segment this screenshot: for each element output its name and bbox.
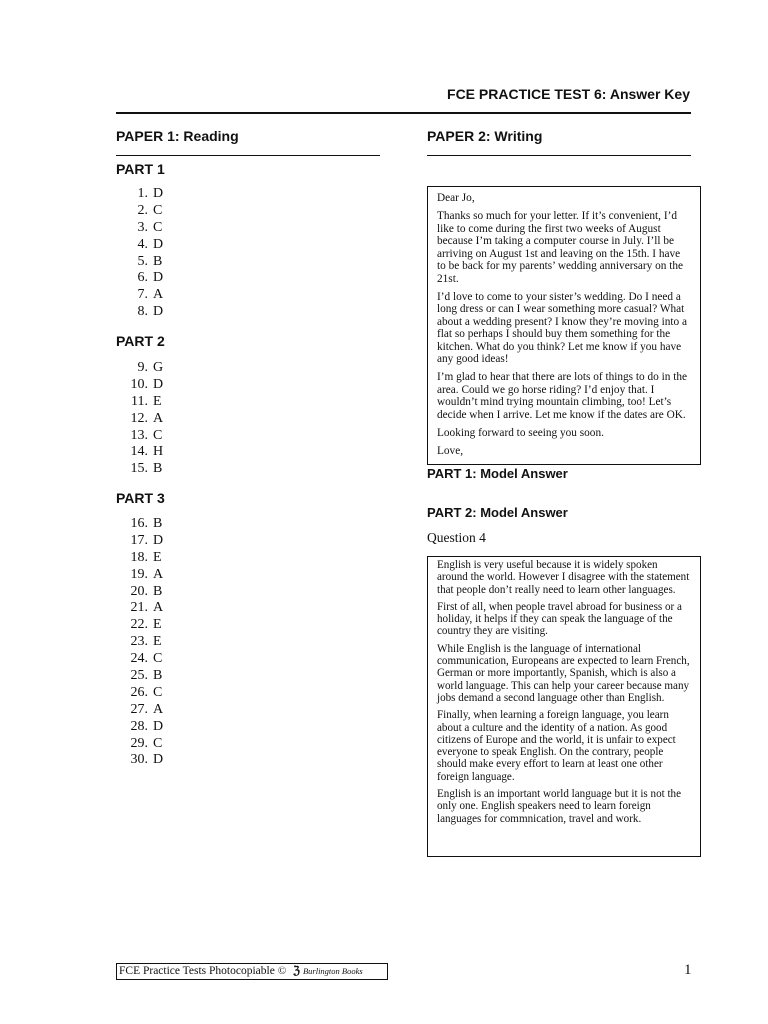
answer-item bbox=[116, 203, 163, 220]
answer-number: 15. bbox=[130, 461, 148, 477]
answer-item bbox=[116, 651, 163, 668]
answer-number: 5. bbox=[137, 253, 148, 269]
answer-item bbox=[116, 444, 163, 461]
answer-letter: D bbox=[153, 752, 164, 768]
answer-number: 23. bbox=[130, 634, 148, 650]
answer-letter: A bbox=[153, 410, 164, 426]
answer-letter: C bbox=[153, 735, 163, 751]
answer-letter: C bbox=[153, 651, 163, 667]
answer-letter: A bbox=[153, 566, 164, 582]
part2-model-answer-heading: PART 2: Model Answer bbox=[427, 505, 568, 520]
answer-number: 3. bbox=[137, 219, 148, 235]
answer-item bbox=[116, 186, 163, 203]
answer-number: 28. bbox=[130, 718, 148, 734]
answer-item bbox=[116, 287, 163, 304]
answer-letter: B bbox=[153, 253, 163, 269]
answer-number: 25. bbox=[130, 668, 148, 684]
answer-letter: D bbox=[153, 304, 164, 320]
answer-item bbox=[116, 567, 163, 584]
answer-number: 26. bbox=[130, 684, 148, 700]
answer-letter: C bbox=[153, 684, 163, 700]
part1-heading: PART 1 bbox=[116, 161, 165, 177]
answer-letter: B bbox=[153, 583, 163, 599]
essay-paragraph: While English is the language of international communication, Europeans are expected to learn French, German or more importantly, Spanish, which is also a world language. This can help your career because many jobs demand a second language other than English. bbox=[437, 642, 690, 704]
letter-paragraph: Love, bbox=[437, 444, 464, 457]
answer-item bbox=[116, 533, 163, 550]
essay-paragraph: English is very useful because it is widely spoken around the world. However I disagree with the statement that people don’t really need to learn other languages. bbox=[437, 559, 690, 596]
model-essay-box bbox=[427, 556, 701, 857]
part1-model-answer-heading: PART 1: Model Answer bbox=[427, 466, 568, 481]
answer-item bbox=[116, 270, 163, 287]
model-letter-box bbox=[427, 186, 701, 465]
copyright-icon: © bbox=[277, 965, 287, 977]
answer-item bbox=[116, 254, 163, 271]
answer-letter: C bbox=[153, 219, 163, 235]
part2-answer-list bbox=[116, 360, 163, 478]
answer-item bbox=[116, 394, 163, 411]
answer-letter: E bbox=[153, 634, 162, 650]
answer-item bbox=[116, 736, 163, 753]
letter-paragraph: Looking forward to seeing you soon. bbox=[437, 426, 604, 439]
paper2-divider bbox=[427, 155, 691, 156]
answer-number: 8. bbox=[137, 304, 148, 320]
essay-paragraph: Finally, when learning a foreign language, you learn about a culture and the identity of a nation. As good citizens of Europe and the world, it is unfair to expect everyone to speak English. On the contrary, people should make every effort to learn at least one other foreign language. bbox=[437, 709, 676, 783]
answer-letter: E bbox=[153, 393, 162, 409]
answer-number: 10. bbox=[130, 376, 148, 392]
footer-copyright-box bbox=[116, 963, 388, 980]
answer-letter: B bbox=[153, 461, 163, 477]
answer-letter: D bbox=[153, 270, 164, 286]
answer-item bbox=[116, 719, 163, 736]
paper1-divider bbox=[116, 155, 380, 156]
answer-letter: E bbox=[153, 549, 162, 565]
answer-number: 27. bbox=[130, 701, 148, 717]
answer-letter: E bbox=[153, 617, 162, 633]
publisher-logo bbox=[289, 964, 363, 979]
answer-item bbox=[116, 668, 163, 685]
essay-paragraph: First of all, when people travel abroad for business or a holiday, it helps if they can speak the language of the country they are visiting. bbox=[437, 600, 682, 638]
answer-letter: A bbox=[153, 287, 164, 303]
answer-letter: B bbox=[153, 668, 163, 684]
page-header-title: FCE PRACTICE TEST 6: Answer Key bbox=[447, 86, 690, 102]
answer-item bbox=[116, 220, 163, 237]
paper2-title: PAPER 2: Writing bbox=[427, 128, 543, 144]
answer-item bbox=[116, 617, 163, 634]
answer-number: 16. bbox=[130, 516, 148, 531]
answer-number: 12. bbox=[130, 410, 148, 426]
answer-item bbox=[116, 237, 163, 254]
answer-letter: D bbox=[153, 186, 164, 201]
answer-letter: B bbox=[153, 516, 163, 531]
answer-letter: D bbox=[153, 376, 164, 392]
letter-paragraph: Dear Jo, bbox=[437, 192, 475, 204]
answer-item bbox=[116, 550, 163, 567]
publisher-name: Burlington Books bbox=[302, 966, 363, 976]
footer-text: FCE Practice Tests Photocopiable bbox=[119, 965, 275, 977]
answer-number: 18. bbox=[130, 549, 148, 565]
answer-item bbox=[116, 377, 163, 394]
answer-letter: A bbox=[153, 600, 164, 616]
answer-item bbox=[116, 634, 163, 651]
answer-item bbox=[116, 461, 163, 478]
answer-letter: D bbox=[153, 532, 164, 548]
answer-letter: A bbox=[153, 701, 164, 717]
answer-item bbox=[116, 584, 163, 601]
answer-number: 13. bbox=[130, 427, 148, 443]
answer-item bbox=[116, 516, 163, 533]
header-divider bbox=[116, 112, 691, 114]
letter-paragraph: Thanks so much for your letter. If it’s convenient, I’d like to come during the first two weeks of August because I’m taking a computer course in July. I’ll be arriving on August 1st and leaving on the 15th. I have to be back for my parents’ wedding anniversary on the 21st. bbox=[437, 210, 684, 285]
answer-number: 29. bbox=[130, 735, 148, 751]
answer-letter: C bbox=[153, 427, 163, 443]
question-label: Question 4 bbox=[427, 530, 486, 545]
answer-item bbox=[116, 411, 163, 428]
answer-item bbox=[116, 428, 163, 445]
essay-paragraph: English is an important world language but it is not the only one. English speakers need to learn foreign languages for commnication, travel and work. bbox=[437, 788, 682, 825]
answer-number: 9. bbox=[137, 360, 148, 375]
answer-number: 19. bbox=[130, 566, 148, 582]
answer-number: 22. bbox=[130, 617, 148, 633]
answer-letter: H bbox=[153, 444, 164, 460]
answer-item bbox=[116, 600, 163, 617]
answer-number: 30. bbox=[130, 752, 148, 768]
answer-number: 20. bbox=[130, 583, 148, 599]
part2-heading: PART 2 bbox=[116, 333, 165, 349]
paper2-column bbox=[427, 126, 691, 866]
part3-answer-list bbox=[116, 516, 163, 769]
paper1-title: PAPER 1: Reading bbox=[116, 128, 239, 144]
answer-number: 6. bbox=[137, 270, 148, 286]
part1-answer-list bbox=[116, 186, 163, 321]
paper1-column bbox=[116, 126, 380, 786]
answer-item bbox=[116, 360, 163, 377]
answer-letter: D bbox=[153, 236, 164, 252]
answer-number: 24. bbox=[130, 651, 148, 667]
answer-item bbox=[116, 702, 163, 719]
answer-letter: G bbox=[153, 360, 164, 375]
answer-number: 11. bbox=[131, 393, 148, 409]
answer-letter: D bbox=[153, 718, 164, 734]
page-number: 1 bbox=[684, 962, 692, 978]
answer-item bbox=[116, 752, 163, 769]
answer-number: 17. bbox=[130, 532, 148, 548]
burlington-logo-icon: ℨ bbox=[293, 965, 300, 977]
answer-number: 7. bbox=[137, 287, 148, 303]
answer-number: 1. bbox=[137, 186, 148, 201]
part3-heading: PART 3 bbox=[116, 490, 165, 506]
answer-number: 14. bbox=[130, 444, 148, 460]
answer-number: 4. bbox=[137, 236, 148, 252]
answer-letter: C bbox=[153, 202, 163, 218]
answer-number: 2. bbox=[137, 202, 148, 218]
answer-item bbox=[116, 685, 163, 702]
letter-paragraph: I’d love to come to your sister’s wedding. Do I need a long dress or can I wear something more casual? What about a wedding present? I know they’re moving into a flat so perhaps I should buy them something for the kitchen. What do you think? Let me know if you have any good ideas! bbox=[437, 290, 688, 365]
letter-paragraph: I’m glad to hear that there are lots of things to do in the area. Could we go horse riding? I’d enjoy that. I wouldn’t mind trying mountain climbing, too! Let’s decide when I arrive. Let me know if the dates are OK. bbox=[437, 371, 688, 421]
answer-item bbox=[116, 304, 163, 321]
answer-number: 21. bbox=[130, 600, 148, 616]
